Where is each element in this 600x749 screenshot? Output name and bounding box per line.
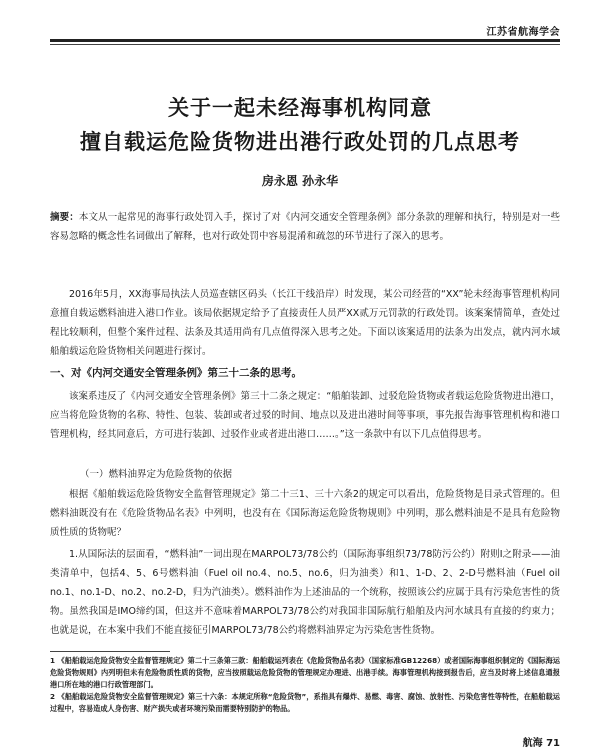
title-line-2: 擅自载运危险货物进出港行政处罚的几点思考 [80,130,520,154]
footnotes [50,655,560,715]
page-number: 航海 71 [522,738,560,749]
paragraph-3: 根据《船舶载运危险货物安全监督管理规定》第二十三1、三十六条2的规定可以看出，危险货物是目录式管理的。但燃料油既没有在《危险货物品名表》中列明，也没有在《国际海运危险货物规则》中列明，那么燃料油是不是具有危险物质性质的货物呢？ [50,489,560,538]
paragraph-4: 1.从国际法的层面看，“燃料油”一词出现在MARPOL73/78公约（国际海事组织73/78防污公约）附则Ⅰ之附录——油类清单中，包括4、5、6号燃料油（Fuel oil no.4、no.5、no.6，归为油类）和1、1-D、2、2-D号燃料油（Fuel oil no.1、no.1-D、no.2、no.2-D，归为汽油类）。燃料油作为上述油品的一个统称，按照该公约应属于具有污染危害性的货物。虽然我国是IMO缔约国，但这并不意味着MARPOL73/78公约对我国非国际航行船舶及内河水域具有直接的约束力；也就是说，在本案中我们不能直接征引MARPOL73/78公约将燃料油界定为污染危害性货物。 [50,549,560,636]
footnote-rule [50,651,170,652]
abstract-text: 本文从一起常见的海事行政处罚入手，探讨了对《内河交通安全管理条例》部分条款的理解和执行，特别是对一些容易忽略的概念性名词做出了解释，也对行政处罚中容易混淆和疏忽的环节进行了深入的思考。 [50,212,560,242]
subsection-heading-1: （一）燃料油界定为危险货物的依据 [80,469,233,480]
paragraph-1: 2016年5月，XX海事局执法人员巡查辖区码头（长江干线沿岸）时发现，某公司经营的“XX”轮未经海事管理机构同意擅自载运燃料油进入港口作业。该局依据规定给予了直接责任人员严XX贰万元罚款的行政处罚。该案案情简单，查处过程比较顺利，但整个案件过程、法条及其适用尚有几点值得深入思考之处。下面以该案适用的法条为出发点，就内河水域船舶载运危险货物相关问题进行探讨。 [50,289,560,357]
header-rule-thin [50,44,560,45]
header-rule [50,39,560,42]
abstract-label: 摘要： [50,212,79,223]
title-line-1: 关于一起未经海事机构同意 [168,96,432,120]
abstract [50,208,560,246]
authors: 房永恩 孙永华 [261,174,339,188]
paragraph-2: 该案系违反了《内河交通安全管理条例》第三十二条之规定：“船舶装卸、过驳危险货物或者载运危险货物进出港口，应当将危险货物的名称、特性、包装、装卸或者过驳的时间、地点以及进出港时间等事项，事先报告海事管理机构和港口管理机构，经其同意后，方可进行装卸、过驳作业或者进出港口……。”这一条款中有以下几点值得思考。 [50,391,560,440]
journal-name: 江苏省航海学会 [486,27,560,38]
section-heading-1: 一、对《内河交通安全管理条例》第三十二条的思考。 [50,367,302,379]
footnote-1: 1 《船舶载运危险货物安全监督管理规定》第二十三条第三款：船舶载运列表在《危险货物品名表》（国家标准GB12268）或者国际海事组织制定的《国际海运危险货物规则》内列明但未有危险物质性质的货物，应当按照载运危险货物的管理规定办理进、出港手续。海事管理机构接到报告后，应当及时将上述信息通报港口所在地的港口行政管理部门。 [50,656,560,689]
footnote-2: 2 《船舶载运危险货物安全监督管理规定》第三十六条：本规定所称“危险货物”，系指具有爆炸、易燃、毒害、腐蚀、放射性、污染危害性等特性，在船舶载运过程中，容易造成人身伤害、财产损失或者环境污染而需要特别防护的物品。 [50,692,560,713]
